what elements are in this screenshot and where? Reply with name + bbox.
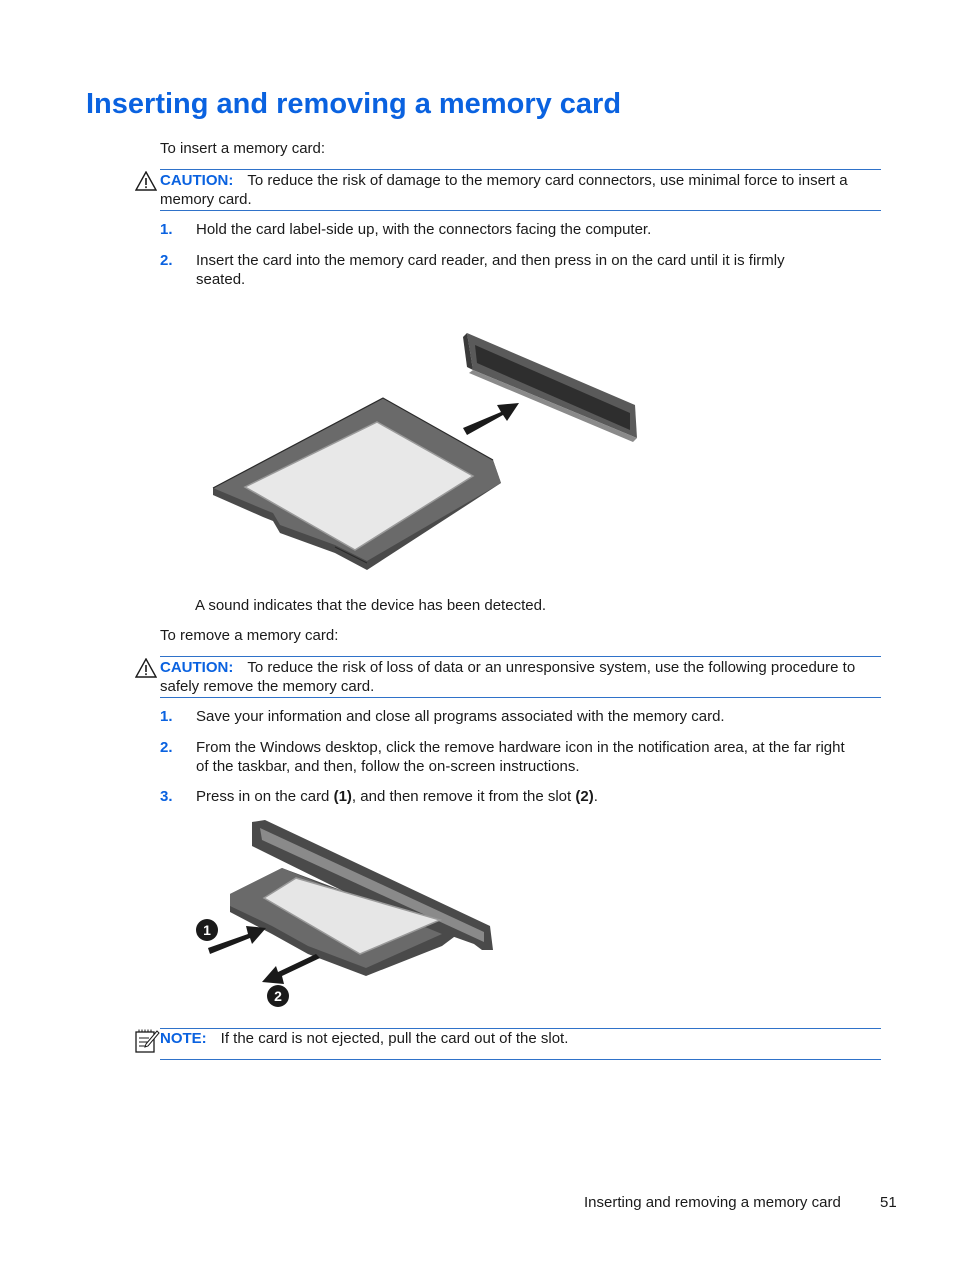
note-pad-icon bbox=[134, 1028, 160, 1054]
step-text: Hold the card label-side up, with the connectors facing the computer. bbox=[196, 221, 652, 238]
step-text: From the Windows desktop, click the remove hardware icon in the notification area, at the far right of the taskbar, and then, follow the on-screen instructions. bbox=[196, 739, 845, 775]
page-number: 51 bbox=[880, 1194, 897, 1211]
caution-text: To reduce the risk of loss of data or an unresponsive system, use the following procedure to safely remove the memory card. bbox=[160, 659, 856, 695]
callout-2: 2 bbox=[274, 988, 282, 1004]
caution-label: CAUTION: bbox=[160, 172, 234, 189]
step-text: Save your information and close all programs associated with the memory card. bbox=[196, 708, 725, 725]
footer-section-title: Inserting and removing a memory card bbox=[584, 1194, 841, 1211]
step-number: 1. bbox=[160, 708, 173, 725]
list-item bbox=[160, 787, 860, 807]
step-number: 2. bbox=[160, 739, 173, 756]
list-item bbox=[160, 251, 860, 291]
memory-card-remove-illustration bbox=[190, 816, 500, 1012]
warning-triangle-icon bbox=[135, 658, 157, 678]
note-text: If the card is not ejected, pull the card out of the slot. bbox=[220, 1030, 569, 1047]
insert-intro: To insert a memory card: bbox=[160, 140, 326, 157]
memory-card-insert-illustration bbox=[205, 325, 645, 575]
callout-ref-2: (2) bbox=[575, 788, 594, 805]
caution-label: CAUTION: bbox=[160, 659, 234, 676]
note-box bbox=[160, 1028, 881, 1060]
warning-triangle-icon bbox=[135, 171, 157, 191]
step-number: 3. bbox=[160, 788, 173, 805]
caution-insert bbox=[160, 169, 881, 211]
callout-ref-1: (1) bbox=[333, 788, 352, 805]
caution-text: To reduce the risk of damage to the memory card connectors, use minimal force to insert a memory card. bbox=[160, 172, 848, 208]
step-text: Insert the card into the memory card reader, and then press in on the card until it is firmly seated. bbox=[196, 252, 785, 288]
remove-intro: To remove a memory card: bbox=[160, 627, 339, 644]
step-number: 1. bbox=[160, 221, 173, 238]
step-number: 2. bbox=[160, 252, 173, 269]
step-text-part: Press in on the card bbox=[196, 788, 334, 805]
step-text bbox=[196, 787, 860, 806]
sound-note: A sound indicates that the device has been detected. bbox=[195, 597, 547, 614]
page-title: Inserting and removing a memory card bbox=[86, 88, 622, 120]
note-label: NOTE: bbox=[160, 1030, 207, 1047]
list-item bbox=[160, 738, 860, 778]
caution-remove bbox=[160, 656, 881, 698]
list-item bbox=[160, 707, 860, 727]
list-item bbox=[160, 220, 860, 240]
step-text-part: . bbox=[593, 788, 598, 805]
callout-1: 1 bbox=[203, 922, 211, 938]
step-text-part: , and then remove it from the slot bbox=[351, 788, 576, 805]
